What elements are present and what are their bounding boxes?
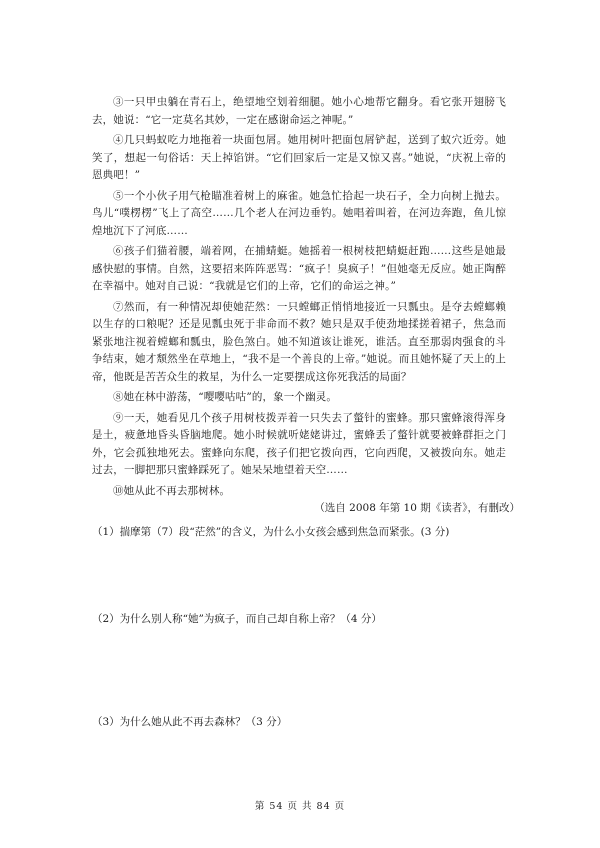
paragraph-10: ⑩她从此不再去那树林。 xyxy=(113,484,231,497)
paragraph-7: ⑦然而，有一种情况却使她茫然：一只螳螂正悄悄地接近一只瓢虫。是夺去螳螂赖以生存的口粮呢？还是见瓢虫死于非命而不救？她只是双手使劲地揉搓着裙子，焦急而紧张地注视着螳螂和瓢虫，脸色煞白。她不知道该让谁死，谁活。直至那弱肉强食的斗争结束，她才颓然坐在草地上，“我不是一个善良的上帝。”她说。而且她怀疑了天上的上帝，他既是苦苦众生的救星，为什么一定要摆成这你死我活的局面？ xyxy=(92,300,506,383)
paragraph-8: ⑧她在林中游荡，“嘤嘤咕咕”的，象一个幽灵。 xyxy=(113,391,338,403)
paragraph-4: ④几只蚂蚁吃力地拖着一块面包屑。她用树叶把面包屑铲起，送到了蚁穴近旁。她笑了，想起一句俗话：天上掉馅饼。“它们回家后一定是又惊又喜。”她说，“庆祝上帝的恩典吧！” xyxy=(92,134,506,181)
paragraph-9: ⑨一天，她看见几个孩子用树枝拨弄着一只失去了螫针的蜜蜂。那只蜜蜂滚得浑身是土，疲惫地昏头昏脑地爬。她小时候就听姥姥讲过，蜜蜂丢了螫针就要被蜂群拒之门外，它会孤独地死去。蜜蜂向东爬，孩子们把它拨向西，它向西爬，又被拨向东。她走过去，一脚把那只蜜蜂踩死了。她呆呆地望着天空…… xyxy=(92,411,506,476)
page-footer: 第 54 页 共 84 页 xyxy=(254,801,346,812)
question-3: （3）为什么她从此不再去森林？（3 分） xyxy=(92,716,288,728)
paragraph-5: ⑤一个小伙子用气枪瞄准着树上的麻雀。她急忙拾起一块石子，全力向树上抛去。鸟儿“噗楞楞”飞上了高空……几个老人在河边垂钓。她唱着叫着，在河边奔跑，鱼儿惊煌地沉下了河底…… xyxy=(92,189,506,237)
reading-passage xyxy=(92,94,506,503)
question-2: （2）为什么别人称“她”为疯子，而自己却自称上帝？（4 分） xyxy=(92,613,382,625)
source-citation: （选自 2008 年第 10 期《读者》，有删改） xyxy=(314,502,520,514)
paragraph-6: ⑥孩子们猫着腰，端着网，在捕蜻蜓。她摇着一根树枝把蜻蜓赶跑……这些是她最感快慰的事情。自然，这要招来阵阵恶骂：“疯子！臭疯子！”但她毫无反应。她正陶醉在幸福中。她对自己说：“我就是它们的上帝，它们的命运之神。” xyxy=(92,245,506,292)
paragraph-3: ③一只甲虫躺在青石上，绝望地空划着细腿。她小心地帮它翻身。看它张开翅膀飞去，她说：“它一定莫名其妙，一定在感谢命运之神呢。” xyxy=(92,96,506,126)
question-1: （1）揣摩第（7）段“茫然”的含义，为什么小女孩会感到焦急而紧张。(3 分) xyxy=(92,526,450,538)
